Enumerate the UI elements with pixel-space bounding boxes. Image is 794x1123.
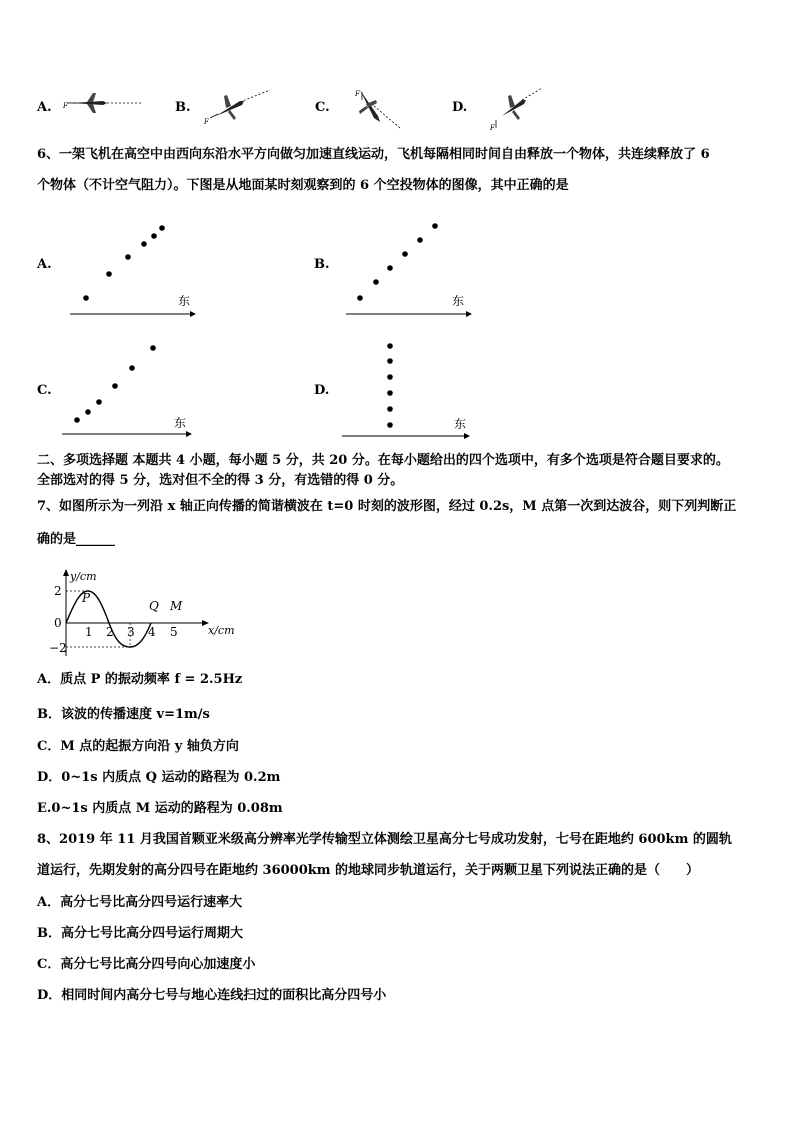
- q7-y-axis-label: y/cm: [70, 570, 97, 583]
- q7-y-tick-minus2: −2: [49, 641, 67, 655]
- q5-airplane-c-figure: [350, 88, 410, 132]
- q6-figure-b: [344, 220, 474, 320]
- q7-x-tick-1: 1: [85, 625, 93, 639]
- q7-x-axis-label: x/cm: [208, 624, 235, 637]
- q5-force-label-d: F: [490, 124, 495, 132]
- q8-stem-line1: 8、2019 年 11 月我国首颗亚米级高分辨率光学传输型立体测绘卫星高分七号成功发射，七号在距地约 600km 的圆轨: [37, 832, 732, 847]
- q6-east-label-c: 东: [174, 416, 187, 430]
- q7-x-tick-5: 5: [170, 625, 178, 639]
- q6-figure-d: [340, 336, 476, 440]
- q8-option-b: B．高分七号比高分四号运行周期大: [37, 926, 243, 941]
- q8-stem-line2: 道运行，先期发射的高分四号在距地约 36000km 的地球同步轨道运行，关于两颗卫星下列说法正确的是（ ）: [37, 863, 700, 878]
- q8-option-a: A．高分七号比高分四号运行速率大: [37, 895, 243, 910]
- q6-option-c-label: C.: [37, 383, 52, 398]
- q6-option-a-label: A.: [37, 257, 52, 272]
- q6-figure-c: [60, 340, 196, 440]
- q7-x-tick-2: 2: [106, 625, 114, 639]
- q5-force-label-c: F: [355, 90, 360, 98]
- q6-figure-a: [68, 220, 198, 320]
- q6-option-b-label: B.: [314, 257, 330, 272]
- q5-airplane-b-figure: [200, 84, 272, 124]
- q7-point-m-label: M: [170, 599, 183, 613]
- q8-option-c: C．高分七号比高分四号向心加速度小: [37, 957, 256, 972]
- q5-option-d-label: D.: [452, 100, 468, 115]
- q5-airplane-d-figure: [480, 84, 544, 130]
- section2-instructions-line2: 全部选对的得 5 分，选对但不全的得 3 分，有选错的得 0 分。: [37, 473, 404, 488]
- q6-option-d-label: D.: [314, 383, 330, 398]
- q5-option-a-label: A.: [37, 100, 52, 115]
- q8-option-d: D．相同时间内高分七号与地心连线扫过的面积比高分四号小: [37, 988, 387, 1003]
- q6-east-label-d: 东: [454, 417, 467, 431]
- q6-stem-line1: 6、一架飞机在高空中由西向东沿水平方向做匀加速直线运动，飞机每隔相同时间自由释放一个物体，共连续释放了 6: [37, 147, 710, 162]
- q7-stem-line1: 7、如图所示为一列沿 x 轴正向传播的简谐横波在 t=0 时刻的波形图，经过 0.2s，M 点第一次到达波谷，则下列判断正: [37, 499, 737, 514]
- q6-east-label-b: 东: [452, 294, 465, 308]
- q7-option-e: E.0~1s 内质点 M 运动的路程为 0.08m: [37, 801, 283, 816]
- q7-option-b: B．该波的传播速度 v=1m/s: [37, 707, 210, 722]
- q7-option-d: D．0~1s 内质点 Q 运动的路程为 0.2m: [37, 770, 281, 785]
- q5-option-b-label: B.: [175, 100, 191, 115]
- q7-point-p-label: P: [82, 591, 91, 605]
- q7-y-tick-0: 0: [54, 616, 62, 630]
- q7-wave-graph: [46, 568, 246, 658]
- q5-airplane-a-figure: [63, 88, 145, 118]
- q7-x-tick-4: 4: [148, 625, 156, 639]
- q7-y-tick-2: 2: [54, 584, 62, 598]
- q7-x-tick-3: 3: [127, 625, 135, 639]
- q5-force-label-b: F: [204, 118, 209, 126]
- q7-point-q-label: Q: [149, 599, 159, 613]
- q7-option-a: A．质点 P 的振动频率 f = 2.5Hz: [37, 672, 243, 687]
- q5-option-c-label: C.: [315, 100, 330, 115]
- q6-stem-line2: 个物体（不计空气阻力）。下图是从地面某时刻观察到的 6 个空投物体的图像，其中正确的是: [37, 178, 569, 193]
- q7-option-c: C．M 点的起振方向沿 y 轴负方向: [37, 739, 239, 754]
- q5-force-label-a: F: [63, 102, 68, 110]
- section2-instructions-line1: 二、多项选择题 本题共 4 小题，每小题 5 分，共 20 分。在每小题给出的四个选项中，有多个选项是符合题目要求的。: [37, 453, 729, 468]
- q7-stem-line2: 确的是______: [37, 532, 116, 547]
- q6-east-label-a: 东: [178, 294, 191, 308]
